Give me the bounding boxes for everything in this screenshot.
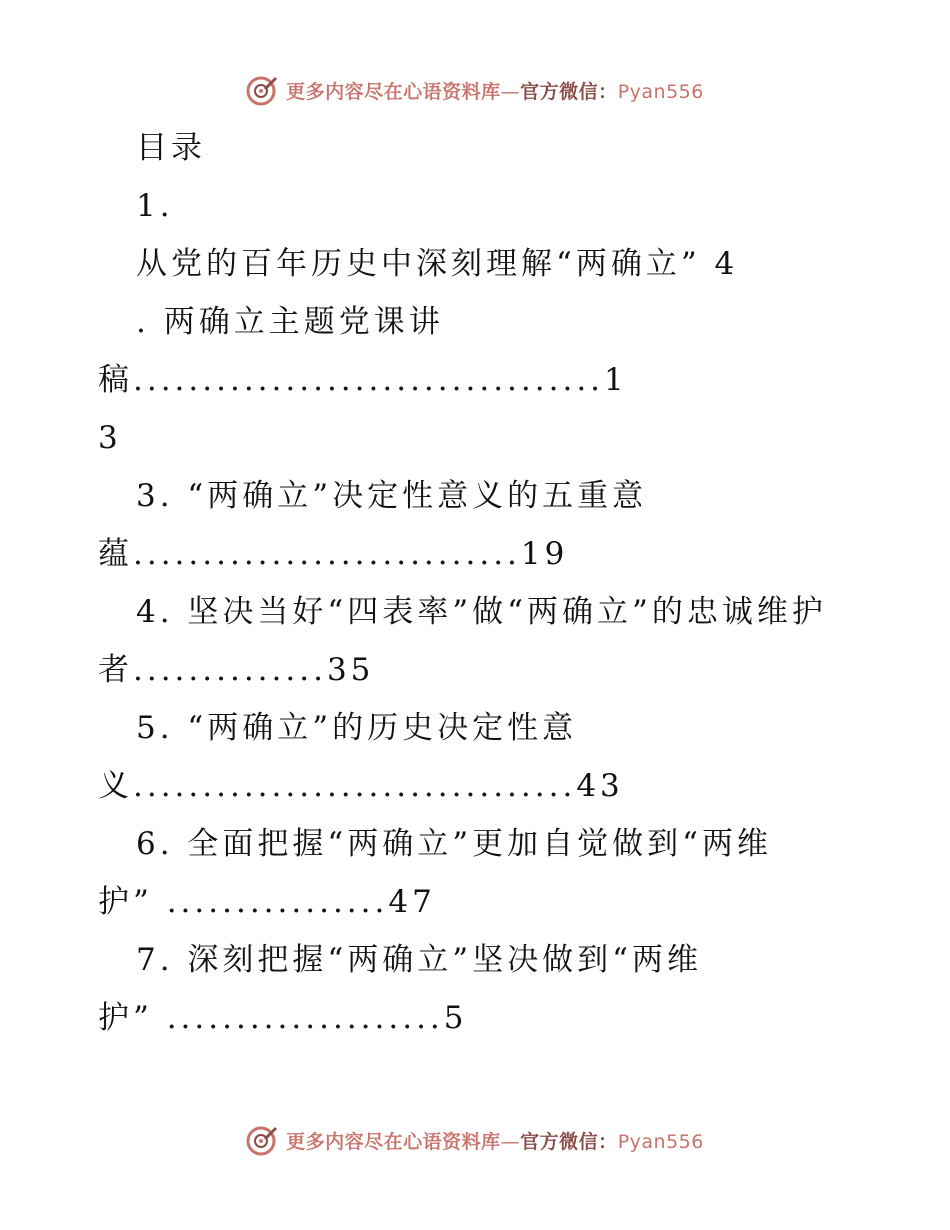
banner-wechat-label: 官方微信： [520,1130,618,1153]
banner-dash: — [500,1130,521,1153]
toc-entry-2-line3[interactable]: 3 [98,420,122,456]
toc-entry-4-line2[interactable]: 者..............35 [98,652,375,688]
toc-entry-4-line1[interactable]: 4. 坚决当好“四表率”做“两确立”的忠诚维护 [136,594,827,630]
toc-entry-3-line1[interactable]: 3. “两确立”决定性意义的五重意 [136,478,648,514]
toc-entry-5-line1[interactable]: 5. “两确立”的历史决定性意 [136,710,578,746]
toc-entry-3-line2[interactable]: 蕴............................19 [98,536,569,572]
toc-entry-7-line1[interactable]: 7. 深刻把握“两确立”坚决做到“两维 [136,942,702,978]
toc-entry-2-line1[interactable]: . 两确立主题党课讲 [136,304,444,340]
toc-entry-2-line2[interactable]: 稿..................................1 [98,362,628,398]
banner-site-name: 更多内容尽在心语资料库 [286,80,501,103]
pen-nib-logo-icon [246,74,278,106]
toc-entry-1-line1[interactable]: 1. [136,188,174,224]
pen-nib-logo-icon [246,1124,278,1156]
toc-entry-6-line2[interactable]: 护” ................47 [98,884,436,920]
header-banner [0,70,950,110]
toc-entry-6-line1[interactable]: 6. 全面把握“两确立”更加自觉做到“两维 [136,826,772,862]
banner-text [286,1127,704,1154]
banner-wechat-id: Pyan556 [617,80,704,103]
banner-wechat-label: 官方微信： [520,80,618,103]
banner-dash: — [500,80,521,103]
toc-entry-7-line2[interactable]: 护” ....................5 [98,1000,468,1036]
toc-entry-5-line2[interactable]: 义................................43 [98,768,624,804]
banner-site-name: 更多内容尽在心语资料库 [286,1130,501,1153]
toc-entry-1-line2[interactable]: 从党的百年历史中深刻理解“两确立” 4 [136,246,739,282]
banner-wechat-id: Pyan556 [617,1130,704,1153]
banner-text [286,77,704,104]
toc-heading: 目录 [136,130,206,166]
footer-banner [0,1120,950,1160]
